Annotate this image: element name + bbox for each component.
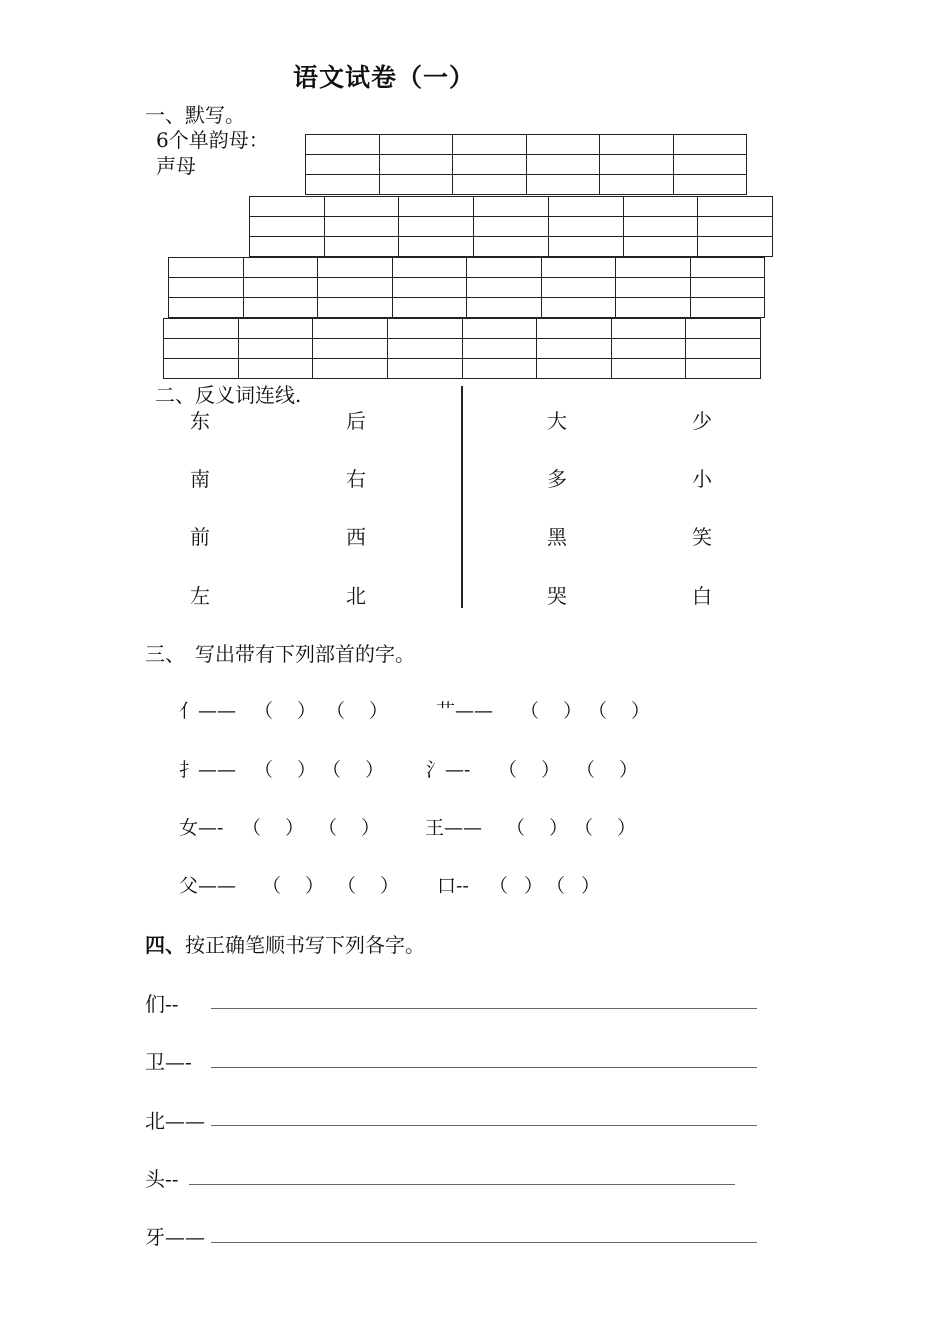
stroke-writing-line[interactable] [211, 1008, 757, 1009]
grid-cell[interactable] [623, 237, 698, 257]
paren-close: ） [380, 875, 400, 897]
grid-cell[interactable] [462, 319, 537, 339]
grid-cell[interactable] [379, 135, 453, 155]
radical-prompt-left [179, 755, 236, 782]
paren-close: ） [549, 817, 569, 839]
paren-open: （ [588, 700, 608, 722]
grid-cell[interactable] [250, 217, 325, 237]
answer-blank[interactable] [546, 871, 600, 898]
grid-cell[interactable] [616, 258, 691, 278]
radical-prompt-left [179, 871, 236, 898]
grid-cell[interactable] [318, 258, 393, 278]
paren-close: ） [285, 817, 305, 839]
consonants-label: 声母 [156, 154, 196, 178]
grid-cell[interactable] [392, 258, 467, 278]
antonym-word[interactable]: 南 [190, 467, 210, 491]
grid-cell[interactable] [690, 258, 765, 278]
grid-cell[interactable] [611, 339, 686, 359]
paren-open: （ [326, 700, 346, 722]
grid-cell[interactable] [306, 135, 380, 155]
paren-close: ） [365, 759, 385, 781]
grid-cell[interactable] [616, 298, 691, 318]
grid-row [250, 217, 773, 237]
paren-open: （ [546, 875, 566, 897]
grid-row [250, 197, 773, 217]
antonym-word[interactable]: 前 [190, 525, 210, 549]
antonym-word[interactable]: 左 [190, 584, 210, 608]
stroke-item-label [145, 1221, 205, 1250]
stroke-dash: —- [165, 1050, 192, 1074]
grid-cell[interactable] [392, 298, 467, 318]
grid-cell[interactable] [238, 319, 313, 339]
consonant-writing-grid-2[interactable] [168, 257, 765, 318]
radical-dash: —— [198, 759, 237, 781]
paren-open: （ [254, 700, 274, 722]
grid-cell[interactable] [526, 175, 600, 195]
grid-cell[interactable] [526, 155, 600, 175]
grid-cell[interactable] [690, 298, 765, 318]
radical-prompt-left [179, 696, 236, 723]
grid-cell[interactable] [379, 155, 453, 175]
paren-open: （ [322, 759, 342, 781]
answer-blank[interactable] [322, 755, 384, 782]
grid-cell[interactable] [616, 278, 691, 298]
paren-close: ） [369, 700, 389, 722]
grid-row [164, 339, 761, 359]
grid-cell[interactable] [169, 258, 244, 278]
grid-cell[interactable] [474, 197, 549, 217]
paren-open: （ [318, 817, 338, 839]
paren-close: ） [297, 759, 317, 781]
grid-cell[interactable] [462, 359, 537, 379]
antonym-word[interactable]: 笑 [692, 525, 712, 549]
stroke-writing-line[interactable] [189, 1184, 735, 1185]
radical-dash: —— [455, 700, 494, 722]
stroke-item-label [145, 988, 179, 1017]
stroke-item-label [145, 1105, 205, 1134]
grid-cell[interactable] [537, 339, 612, 359]
grid-cell[interactable] [313, 319, 388, 339]
paren-open: （ [242, 817, 262, 839]
grid-cell[interactable] [387, 319, 462, 339]
paren-open: （ [254, 759, 274, 781]
grid-cell[interactable] [324, 237, 399, 257]
radical-dash: —— [198, 875, 237, 897]
grid-cell[interactable] [164, 319, 239, 339]
grid-cell[interactable] [238, 339, 313, 359]
paren-open: （ [498, 759, 518, 781]
stroke-writing-line[interactable] [211, 1067, 757, 1068]
grid-cell[interactable] [250, 237, 325, 257]
grid-cell[interactable] [243, 298, 318, 318]
grid-cell[interactable] [623, 197, 698, 217]
grid-cell[interactable] [686, 359, 761, 379]
paren-close: ） [541, 759, 561, 781]
stroke-char: 北 [145, 1109, 165, 1133]
stroke-char: 头 [145, 1167, 165, 1191]
consonant-writing-grid-3[interactable] [163, 318, 761, 379]
section2-heading: 二、反义词连线. [155, 383, 302, 407]
antonym-word[interactable]: 后 [346, 409, 366, 433]
grid-cell[interactable] [318, 298, 393, 318]
paren-open: （ [574, 817, 594, 839]
stroke-char: 卫 [145, 1050, 165, 1074]
grid-cell[interactable] [600, 175, 674, 195]
column-divider [461, 386, 463, 608]
antonym-word[interactable]: 少 [692, 409, 712, 433]
radical: 氵 [426, 759, 446, 781]
grid-cell[interactable] [541, 298, 616, 318]
radical-dash: —- [198, 817, 224, 839]
grid-cell[interactable] [392, 278, 467, 298]
answer-blank[interactable] [576, 755, 638, 782]
answer-blank[interactable] [489, 871, 543, 898]
grid-cell[interactable] [600, 155, 674, 175]
grid-cell[interactable] [600, 135, 674, 155]
radical: 艹 [436, 700, 456, 722]
radical-prompt-left [179, 813, 223, 840]
answer-blank[interactable] [254, 755, 316, 782]
radical-prompt-right [437, 871, 469, 898]
grid-cell[interactable] [686, 319, 761, 339]
antonym-word[interactable]: 右 [346, 467, 366, 491]
grid-cell[interactable] [243, 278, 318, 298]
section4-number: 四、 [145, 933, 185, 957]
paren-close: ） [305, 875, 325, 897]
grid-cell[interactable] [623, 217, 698, 237]
antonym-word[interactable]: 东 [190, 409, 210, 433]
antonym-word[interactable]: 白 [692, 584, 712, 608]
paren-open: （ [262, 875, 282, 897]
consonant-writing-grid-1[interactable] [249, 196, 773, 257]
grid-cell[interactable] [324, 217, 399, 237]
grid-cell[interactable] [453, 155, 527, 175]
radical-dash: —— [198, 700, 237, 722]
grid-cell[interactable] [467, 298, 542, 318]
section1-heading: 一、默写。 [145, 103, 245, 127]
grid-cell[interactable] [467, 278, 542, 298]
answer-blank[interactable] [506, 813, 568, 840]
radical-prompt-right [425, 813, 482, 840]
answer-blank[interactable] [498, 755, 560, 782]
grid-cell[interactable] [238, 359, 313, 379]
grid-row [169, 298, 765, 318]
radical: 口 [437, 875, 457, 897]
grid-cell[interactable] [250, 197, 325, 217]
paren-open: （ [337, 875, 357, 897]
grid-cell[interactable] [243, 258, 318, 278]
grid-row [306, 135, 747, 155]
stroke-writing-line[interactable] [211, 1242, 757, 1243]
grid-row [250, 237, 773, 257]
grid-row [164, 359, 761, 379]
grid-cell[interactable] [399, 197, 474, 217]
grid-cell[interactable] [474, 237, 549, 257]
grid-cell[interactable] [313, 359, 388, 379]
answer-blank[interactable] [262, 871, 324, 898]
paren-close: ） [617, 817, 637, 839]
grid-cell[interactable] [164, 339, 239, 359]
paren-close: ） [563, 700, 583, 722]
grid-row [169, 258, 765, 278]
grid-cell[interactable] [526, 135, 600, 155]
paren-open: （ [576, 759, 596, 781]
grid-cell[interactable] [318, 278, 393, 298]
grid-cell[interactable] [673, 135, 747, 155]
grid-cell[interactable] [698, 217, 773, 237]
grid-cell[interactable] [541, 278, 616, 298]
grid-row [306, 175, 747, 195]
answer-blank[interactable] [574, 813, 636, 840]
grid-cell[interactable] [453, 135, 527, 155]
paren-close: ） [524, 875, 544, 897]
answer-blank[interactable] [588, 696, 650, 723]
grid-cell[interactable] [462, 339, 537, 359]
grid-cell[interactable] [548, 217, 623, 237]
grid-cell[interactable] [399, 237, 474, 257]
stroke-item-label [145, 1163, 179, 1192]
stroke-dash: —— [165, 1109, 205, 1133]
grid-cell[interactable] [313, 339, 388, 359]
radical: 王 [425, 817, 445, 839]
grid-cell[interactable] [537, 319, 612, 339]
grid-cell[interactable] [387, 339, 462, 359]
page-title: 语文试卷（一） [293, 63, 476, 92]
antonym-word[interactable]: 大 [547, 409, 567, 433]
radical: 亻 [179, 700, 199, 722]
grid-cell[interactable] [673, 155, 747, 175]
section4-heading [145, 929, 425, 958]
stroke-dash: -- [165, 1167, 179, 1191]
stroke-dash: -- [165, 992, 179, 1016]
grid-cell[interactable] [399, 217, 474, 237]
antonym-word[interactable]: 哭 [547, 584, 567, 608]
grid-cell[interactable] [698, 197, 773, 217]
grid-row [169, 278, 765, 298]
radical: 女 [179, 817, 199, 839]
radical: 父 [179, 875, 199, 897]
grid-cell[interactable] [324, 197, 399, 217]
grid-cell[interactable] [611, 319, 686, 339]
stroke-char: 们 [145, 992, 165, 1016]
section3-heading: 三、 写出带有下列部首的字。 [145, 642, 415, 666]
grid-cell[interactable] [698, 237, 773, 257]
grid-cell[interactable] [306, 155, 380, 175]
grid-cell[interactable] [611, 359, 686, 379]
answer-blank[interactable] [520, 696, 582, 723]
paren-close: ） [361, 817, 381, 839]
grid-row [164, 319, 761, 339]
stroke-char: 牙 [145, 1225, 165, 1249]
section4-instruction: 按正确笔顺书写下列各字。 [185, 933, 425, 957]
antonym-word[interactable]: 多 [547, 467, 567, 491]
paren-close: ） [619, 759, 639, 781]
vowels-label: 6个单韵母： [156, 128, 269, 152]
answer-blank[interactable] [318, 813, 380, 840]
stroke-writing-line[interactable] [211, 1125, 757, 1126]
grid-row [306, 155, 747, 175]
paren-open: （ [506, 817, 526, 839]
grid-cell[interactable] [537, 359, 612, 379]
antonym-word[interactable]: 小 [692, 467, 712, 491]
grid-cell[interactable] [467, 258, 542, 278]
vowel-writing-grid[interactable] [305, 134, 747, 195]
radical-dash: —- [445, 759, 471, 781]
grid-cell[interactable] [541, 258, 616, 278]
stroke-item-label [145, 1046, 192, 1075]
antonym-word[interactable]: 西 [346, 525, 366, 549]
stroke-dash: —— [165, 1225, 205, 1249]
grid-cell[interactable] [474, 217, 549, 237]
radical: 扌 [179, 759, 199, 781]
paren-close: ） [631, 700, 651, 722]
antonym-word[interactable]: 黑 [547, 525, 567, 549]
grid-cell[interactable] [690, 278, 765, 298]
grid-cell[interactable] [164, 359, 239, 379]
paren-open: （ [489, 875, 509, 897]
antonym-word[interactable]: 北 [346, 584, 366, 608]
answer-blank[interactable] [337, 871, 399, 898]
grid-cell[interactable] [686, 339, 761, 359]
grid-cell[interactable] [453, 175, 527, 195]
answer-blank[interactable] [254, 696, 316, 723]
radical-dash: -- [456, 875, 469, 897]
radical-prompt-right [436, 696, 493, 723]
answer-blank[interactable] [326, 696, 388, 723]
grid-cell[interactable] [548, 237, 623, 257]
grid-cell[interactable] [548, 197, 623, 217]
grid-cell[interactable] [169, 278, 244, 298]
paren-open: （ [520, 700, 540, 722]
grid-cell[interactable] [673, 175, 747, 195]
grid-cell[interactable] [306, 175, 380, 195]
paren-close: ） [581, 875, 601, 897]
grid-cell[interactable] [387, 359, 462, 379]
grid-cell[interactable] [379, 175, 453, 195]
answer-blank[interactable] [242, 813, 304, 840]
grid-cell[interactable] [169, 298, 244, 318]
paren-close: ） [297, 700, 317, 722]
radical-prompt-right [426, 755, 470, 782]
radical-dash: —— [444, 817, 483, 839]
